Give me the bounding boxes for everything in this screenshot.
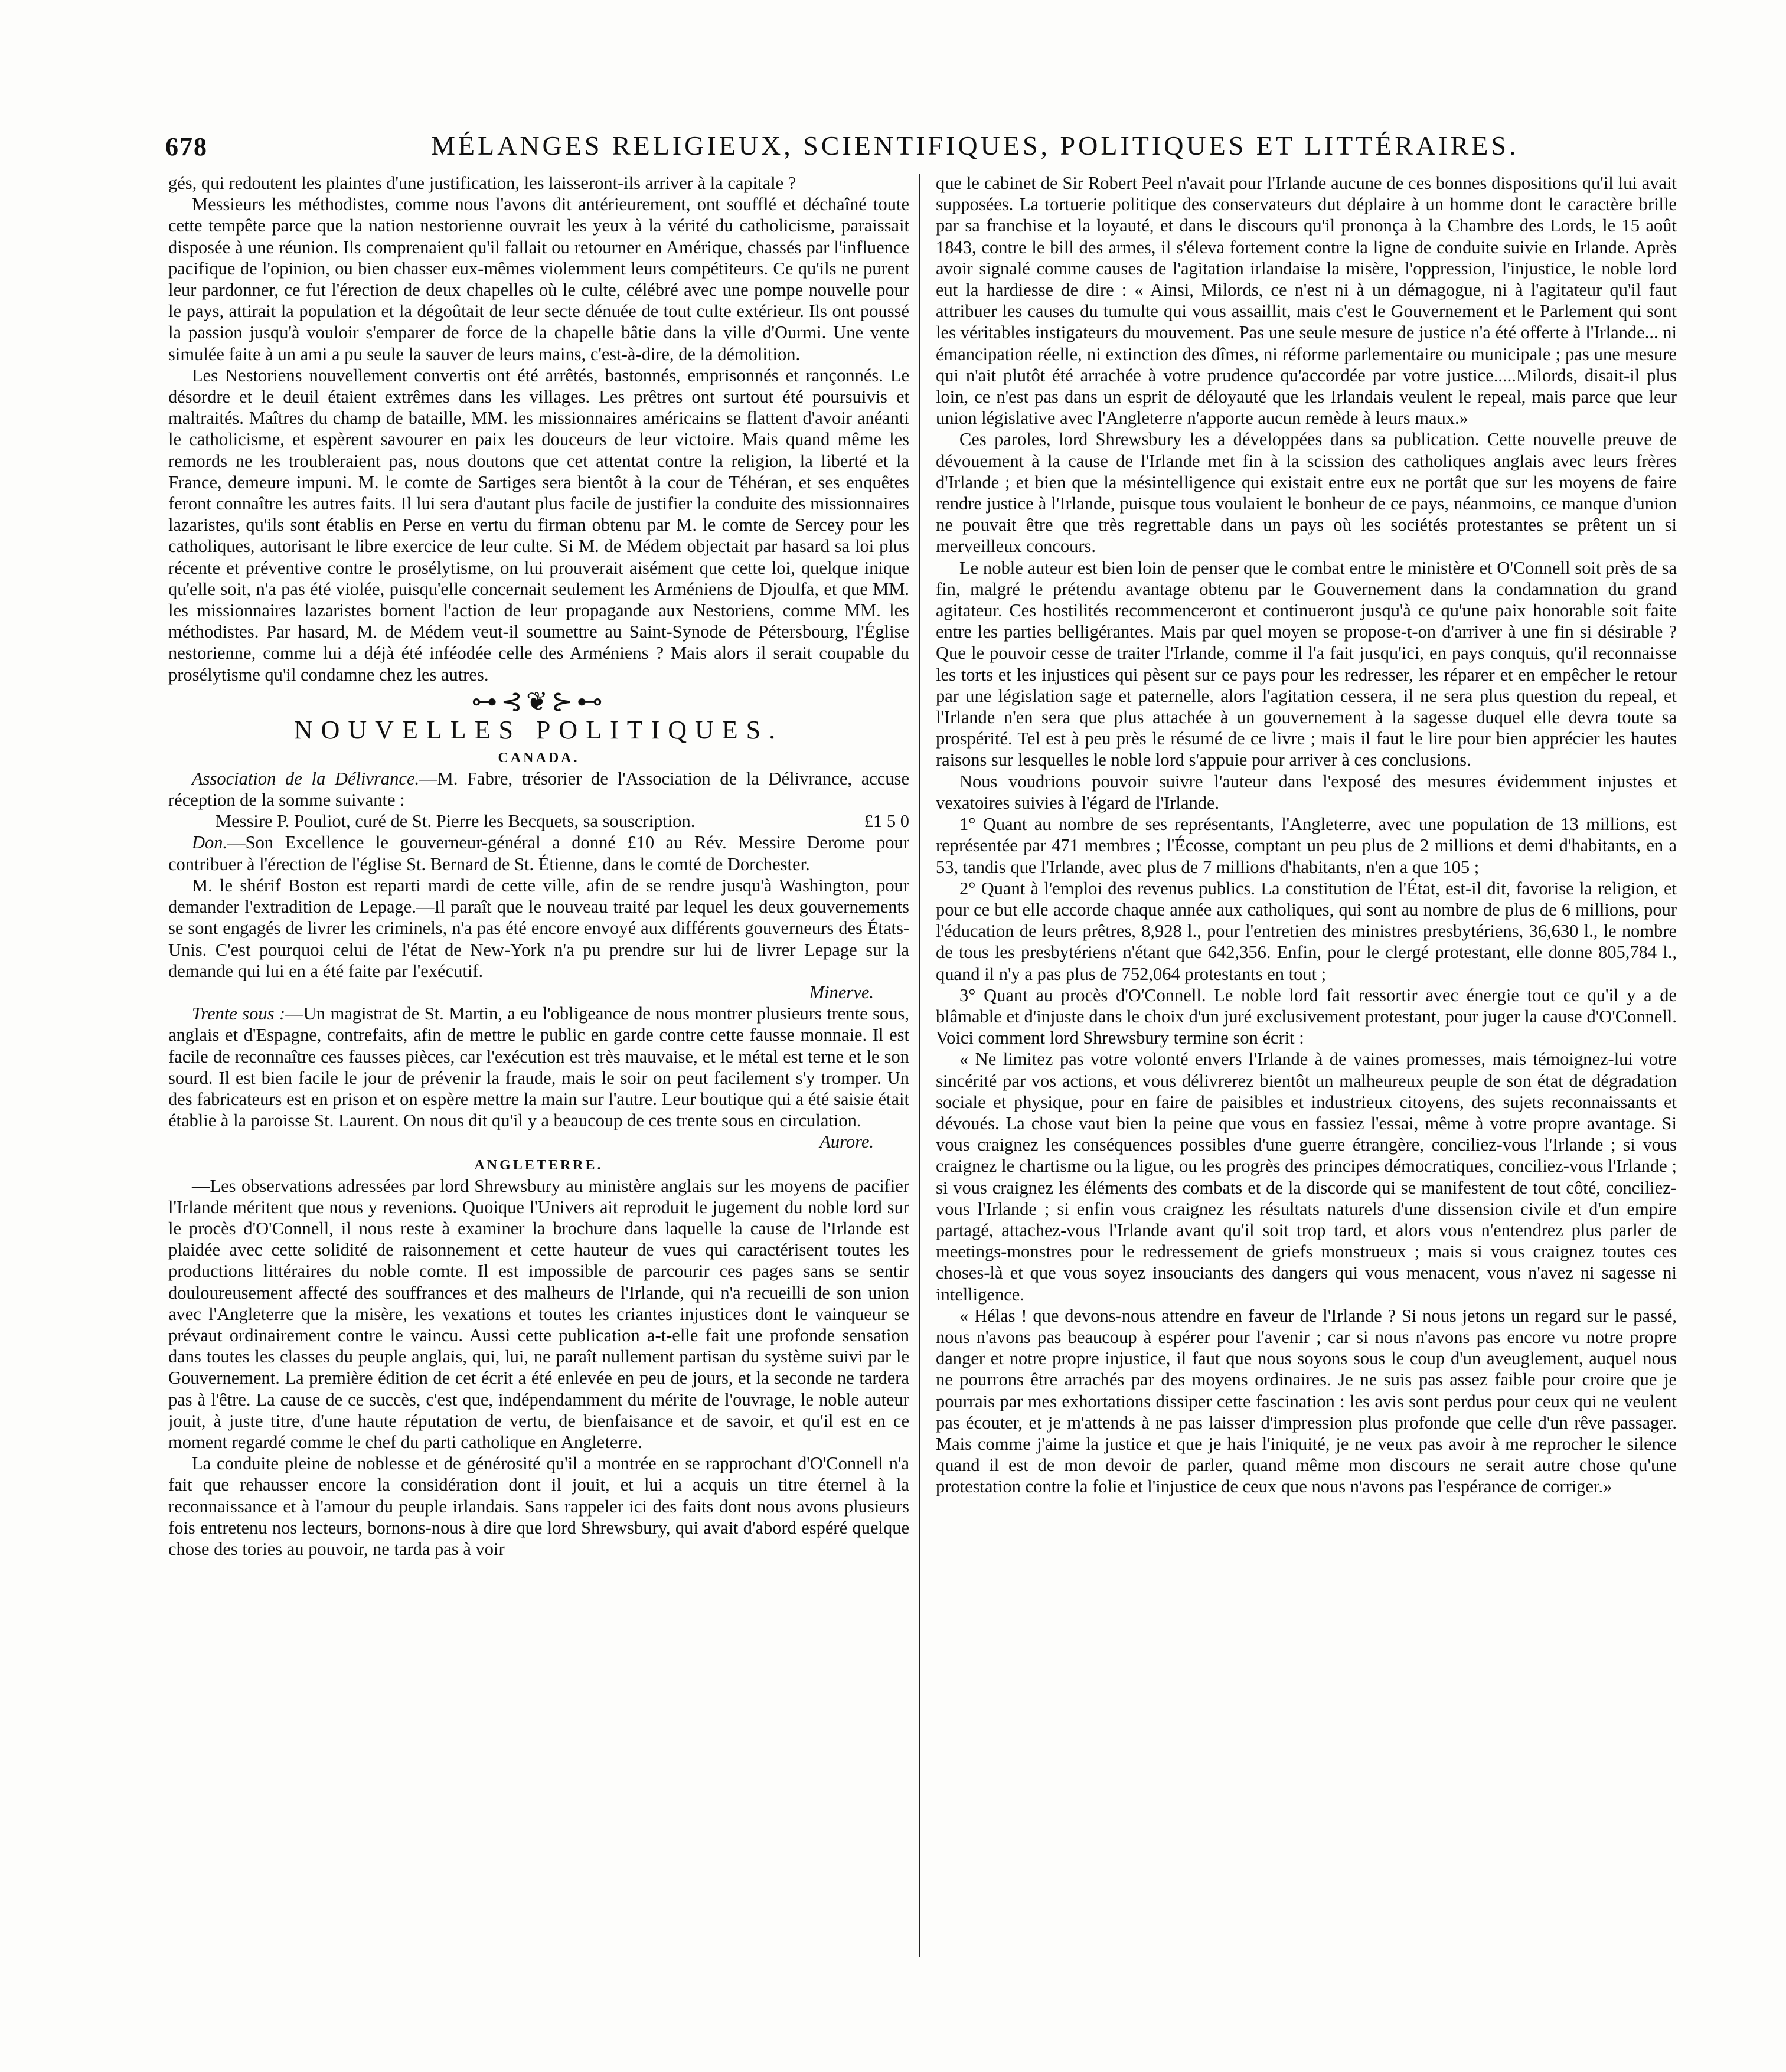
news-item-text: M. le shérif Boston est reparti mardi de cette ville, afin de se rendre jusqu'à Washington, pour demander l'extradition de Lepage.—Il paraît que le nouveau traité par lequel les deux gouvernements se sont engagés de livrer les criminels, n'a pas été encore envoyé aux différents gouverneurs des États-Unis. C'est pourquoi celui de l'état de New-York n'a pu prendre sur lui de livrer Lepage sur la demande qui lui en a été faite par l'exécutif. (168, 875, 909, 981)
article-paragraph: —Les observations adressées par lord Shrewsbury au ministère anglais sur les moyens de pacifier l'Irlande méritent que nous y revenions. Quoique l'Univers ait reproduit le jugement du noble lord sur le procès d'O'Connell, il nous reste à examiner la brochure dans laquelle la cause de l'Irlande est plaidée avec cette solidité de raisonnement et cette hauteur de vues qui caractérisent toutes les productions littéraires du noble comte. Il est impossible de parcourir ces pages sans se sentir douloureusement affecté des souffrances et des malheurs de l'Irlande, qui n'a recueilli de son union avec l'Angleterre que la misère, les vexations et toutes les criantes injustices dont le vainqueur se prévaut ordinairement contre le vaincu. Aussi cette publication a-t-elle fait une profonde sensation dans toutes les classes du peuple anglais, qui, lui, ne paraît nullement partisan du système suivi par le Gouvernement. La première édition de cet écrit a été enlevée en peu de jours, et la seconde ne tardera pas à l'être. La cause de ce succès, c'est que, indépendamment du mérite de l'ouvrage, le noble auteur jouit, à juste titre, d'une haute réputation de vertu, de bienfaisance et de savoir, et qu'il est en ce moment regardé comme le chef du parti catholique en Angleterre. (168, 1175, 909, 1452)
quoted-paragraph: « Ne limitez pas votre volonté envers l'Irlande à de vaines promesses, mais témoignez-lui votre sincérité par vos actions, et vous délivrerez bientôt un malheureux peuple de son état de dégradation sociale et physique, pour en faire de paisibles et industrieux citoyens, des sujets reconnaissants et dévoués. La chose vaut bien la peine que vous en fassiez l'essai, même à votre propre avantage. Si vous craignez les conséquences possibles d'une guerre étrangère, conciliez-vous l'Irlande ; si vous craignez le chartisme ou la ligue, ou les progrès des principes démocratiques, conciliez-vous l'Irlande ; si vous craignez les éléments des combats et de la discorde qui se manifestent de tout côté, conciliez-vous l'Irlande ; si enfin vous craignez les résultats naturels d'une dissension civile et d'un empire partagé, attachez-vous l'Irlande avant qu'il soit trop tard, et alors vous n'entendrez plus parler de meetings-monstres pour le redressement de griefs monstrueux ; mais si vous craignez toutes ces choses-là et que vous soyez insouciants des dangers qui vous menacent, vous n'avez ni sagesse ni intelligence. (936, 1049, 1677, 1305)
article-paragraph: gés, qui redoutent les plaintes d'une justification, les laisseront-ils arriver à la capitale ? (168, 173, 796, 193)
article-paragraph: Messieurs les méthodistes, comme nous l'avons dit antérieurement, ont soufflé et déchaîné toute cette tempête parce que la nation nestorienne ouvrait les yeux à la vérité du catholicisme, paraissait disposée à une réunion. Ils comprenaient qu'il fallait ou retourner en Amérique, chassés par l'influence pacifique de l'opinion, ou bien chasser eux-mêmes violemment leurs compétiteurs. Ce qu'ils ne purent leur pardonner, ce fut l'érection de deux chapelles où le culte, célébré avec une pompe nouvelle pour le pays, attirait la population et la dégoûtait de leur secte dénuée de tout culte extérieur. Ils ont poussé la passion jusqu'à vouloir s'emparer de force de la chapelle bâtie dans la ville d'Ourmi. Une vente simulée faite à un ami a pu seule la sauver de leurs mains, c'est-à-dire, de la démolition. (168, 194, 909, 364)
article-paragraph: La conduite pleine de noblesse et de générosité qu'il a montrée en se rapprochant d'O'Connell n'a fait que rehausser encore la considération dont il jouit, et lui a acquis un titre éternel à la reconnaissance et à l'amour du peuple irlandais. Sans rappeler ici des faits dont nous avons plusieurs fois entretenu nos lecteurs, bornons-nous à dire que lord Shrewsbury, qui avait d'abord espéré quelque chose des tories au pouvoir, ne tarda pas à voir (168, 1453, 909, 1559)
article-paragraph: Le noble auteur est bien loin de penser que le combat entre le ministère et O'Connell soit près de sa fin, malgré le prétendu avantage obtenu par le Gouvernement dans la condamnation du grand agitateur. Ces hostilités recommenceront et continueront jusqu'à ce qu'une paix honorable soit faite entre les parties belligérantes. Mais par quel moyen se propose-t-on d'arriver à une fin si désirable ? Que le pouvoir cesse de traiter l'Irlande, comme il l'a fait jusqu'ici, en pays conquis, qu'il reconnaisse les torts et les injustices qui pèsent sur ce pays pour les redresser, les réparer et en empêcher le retour par une législation sage et paternelle, alors l'agitation cessera, il ne sera plus question du repeal, et l'Irlande n'en sera que plus attachée à un gouvernement à la sagesse duquel elle devra toute sa prospérité. Tel est à peu près le résumé de ce livre ; mais il faut le lire pour bien apprécier les hautes raisons sur lesquelles le noble lord s'appuie pour arriver à ces conclusions. (936, 557, 1677, 770)
news-item-text: —M. Fabre, trésorier de l'Association de la Délivrance, accuse réception de la somme suivante : (168, 768, 909, 811)
news-item-lead: Don. (192, 832, 228, 853)
subscription-line (168, 811, 909, 832)
page-number: 678 (165, 132, 208, 161)
news-item-text: —Un magistrat de St. Martin, a eu l'obligeance de nous montrer plusieurs trente sous, anglais et d'Espagne, contrefaits, afin de mettre le public en garde contre cette fausse monnaie. Il est facile de reconnaître ces fausses pièces, car l'exécution est très mauvaise, et le métal est terne et le son sourd. Il est bien facile le jour de prévenir la fraude, mais le soir on peut facilement s'y tromper. Un des fabricateurs est en prison et on espère mettre la main sur l'autre. Leur boutique qui a été saisie était établie à la paroisse St. Laurent. On nous dit qu'il y a beaucoup de ces trente sous en circulation. (168, 1004, 909, 1131)
section-title: NOUVELLES POLITIQUES. (293, 715, 784, 744)
quoted-paragraph: « Hélas ! que devons-nous attendre en faveur de l'Irlande ? Si nous jetons un regard sur le passé, nous n'avons pas beaucoup à espérer pour l'avenir ; car si nous n'avons pas encore vu notre propre danger et notre propre injustice, il faut que nous soyons sous le coup d'un aveuglement, auquel nous ne pourrons être arrachés par des moyens ordinaires. Je ne suis pas assez faible pour croire que je pourrais par mes exhortations dissiper cette fascination : les avis sont perdus pour ceux qui ne veulent pas écouter, et je m'attends à ne pas laisser d'impression plus profonde que celle d'un rêve passager. Mais comme j'aime la justice et que je hais l'iniquité, je ne veux pas avoir à me reprocher le silence quand il est de mon devoir de parler, quand même mon discours ne serait autre chose qu'une protestation contre la folie et l'injustice de ceux que nous n'avons pas l'espérance de corriger.» (936, 1305, 1677, 1497)
canada-heading: CANADA. (498, 750, 580, 766)
section-ornament: ⊶⊰❦⊱⊷ (471, 687, 606, 716)
news-item (168, 875, 909, 982)
column-divider (919, 174, 920, 1957)
angleterre-heading: ANGLETERRE. (474, 1157, 603, 1173)
article-paragraph: que le cabinet de Sir Robert Peel n'avait pour l'Irlande aucune de ces bonnes dispositions qu'il lui avait supposées. La tortuerie politique des conservateurs dut déplaire à un homme dont le caractère brille par sa franchise et la loyauté, et dans le discours qu'il prononça à la Chambre des Lords, le 15 août 1843, contre le bill des armes, il s'éleva fortement contre la ligne de conduite suivie en Irlande. Après avoir signalé comme causes de l'agitation irlandaise la misère, l'oppression, l'injustice, le noble lord eut la hardiesse de dire : « Ainsi, Milords, ce n'est ni à un démagogue, ni à l'agitateur qu'il faut attribuer les causes du tumulte qui vous assaillit, mais c'est le Gouvernement et le Parlement qui sont les véritables instigateurs du mouvement. Pas une seule mesure de justice n'a été offerte à l'Irlande... ni émancipation réelle, ni extinction des dîmes, ni réforme parlementaire ou municipale ; pas une mesure qui n'ait plutôt été arrachée à votre prudence qu'accordée par votre justice.....Milords, disait-il plus loin, ce n'est pas dans un esprit de déloyauté que les Irlandais veulent le repeal, mais parce que leur union législative avec l'Angleterre n'apporte aucun remède à leurs maux.» (936, 173, 1677, 429)
article-paragraph: Les Nestoriens nouvellement convertis ont été arrêtés, bastonnés, emprisonnés et rançonnés. Le désordre et le deuil étaient extrêmes dans les villages. Les prêtres ont surtout été poursuivis et maltraités. Maîtres du champ de bataille, MM. les missionnaires américains se flattent d'avoir anéanti le catholicisme, et espèrent savourer en paix les douceurs de leur victoire. Mais quand même les remords ne les troubleraient pas, nous doutons que cet attentat contre la religion, la liberté et la France, demeure impuni. M. le comte de Sartiges sera bientôt à la cour de Téhéran, et ses enquêtes feront connaître les autres faits. Il lui sera d'autant plus facile de justifier la conduite des missionnaires lazaristes, qu'ils sont établis en Perse en vertu du firman obtenu par M. le comte de Sercey pour les catholiques, autorisant le libre exercice de leur culte. Si M. de Médem objectait par hasard sa loi plus récente et préventive contre le prosélytisme, on lui prouverait aisément que cette loi, quelque inique qu'elle soit, n'a pas été violée, puisqu'elle concernait seulement les Arméniens de Djoulfa, et que MM. les missionnaires lazaristes bornent l'action de leur propagande aux Nestoriens, comme MM. les méthodistes. Par hasard, M. de Médem veut-il soumettre au Saint-Synode de Pétersbourg, l'Église nestorienne, comme lui a déjà été inféodée celle des Arméniens ? Mais alors il serait coupable du prosélytisme qu'il condamne chez les autres. (168, 365, 909, 685)
source-credit: Minerve. (809, 982, 874, 1002)
article-paragraph: Ces paroles, lord Shrewsbury les a développées dans sa publication. Cette nouvelle preuve de dévouement à la cause de l'Irlande met fin à la scission des catholiques anglais avec leurs frères d'Irlande ; et bien que la mésintelligence qui existait entre eux ne portât que sur les moyens de faire rendre justice à l'Irlande, puisque tous voulaient le bonheur de ce pays, néanmoins, ce manque d'union ne pouvait être que très regrettable dans un pays où les sociétés protestantes se prêtent un si merveilleux concours. (936, 429, 1677, 557)
news-item (168, 1003, 909, 1131)
news-item (168, 768, 909, 811)
article-paragraph: Nous voudrions pouvoir suivre l'auteur dans l'exposé des mesures évidemment injustes et vexatoires suivies à l'égard de l'Irlande. (936, 771, 1677, 813)
news-item-text: —Son Excellence le gouverneur-général a donné £10 au Rév. Messire Derome pour contribuer à l'érection de l'église St. Bernard de St. Étienne, dans le comté de Dorchester. (168, 832, 909, 874)
subscription-amount: £1 5 0 (864, 811, 909, 832)
news-item (168, 832, 909, 874)
right-column (936, 172, 1677, 1498)
numbered-point: 2° Quant à l'emploi des revenus publics. La constitution de l'État, est-il dit, favorise la religion, et pour ce but elle accorde chaque année aux catholiques, qui sont au nombre de plus de 6 millions, pour l'éducation de leurs prêtres, 8,928 l., pour l'entretien des ministres presbytériens, 36,630 l., le nombre de tous les presbytériens n'étant que 642,356. Enfin, pour le clergé protestant, elle donne 805,784 l., quand il n'y a pas plus de 752,064 protestants en tout ; (936, 878, 1677, 984)
left-column (168, 172, 909, 1560)
news-item-lead: Association de la Délivrance. (192, 768, 420, 789)
running-title: MÉLANGES RELIGIEUX, SCIENTIFIQUES, POLITIQUES ET LITTÉRAIRES. (431, 130, 1519, 161)
numbered-point: 1° Quant au nombre de ses représentants, l'Angleterre, avec une population de 13 millions, est représentée par 471 membres ; l'Écosse, comptant un peu plus de 2 millions et demi d'habitants, en a 53, tandis que l'Irlande, avec plus de 7 millions d'habitants, n'en a que 105 ; (936, 814, 1677, 877)
numbered-point: 3° Quant au procès d'O'Connell. Le noble lord fait ressortir avec énergie tout ce qu'il y a de blâmable et d'injuste dans le choix d'un juré exclusivement protestant, pour juger la cause d'O'Connell. Voici comment lord Shrewsbury termine son écrit : (936, 985, 1677, 1048)
source-credit: Aurore. (819, 1132, 874, 1152)
page-header (165, 127, 1683, 168)
subscription-text: Messire P. Pouliot, curé de St. Pierre les Becquets, sa souscription. (216, 811, 696, 832)
news-item-lead: Trente sous : (192, 1004, 286, 1024)
